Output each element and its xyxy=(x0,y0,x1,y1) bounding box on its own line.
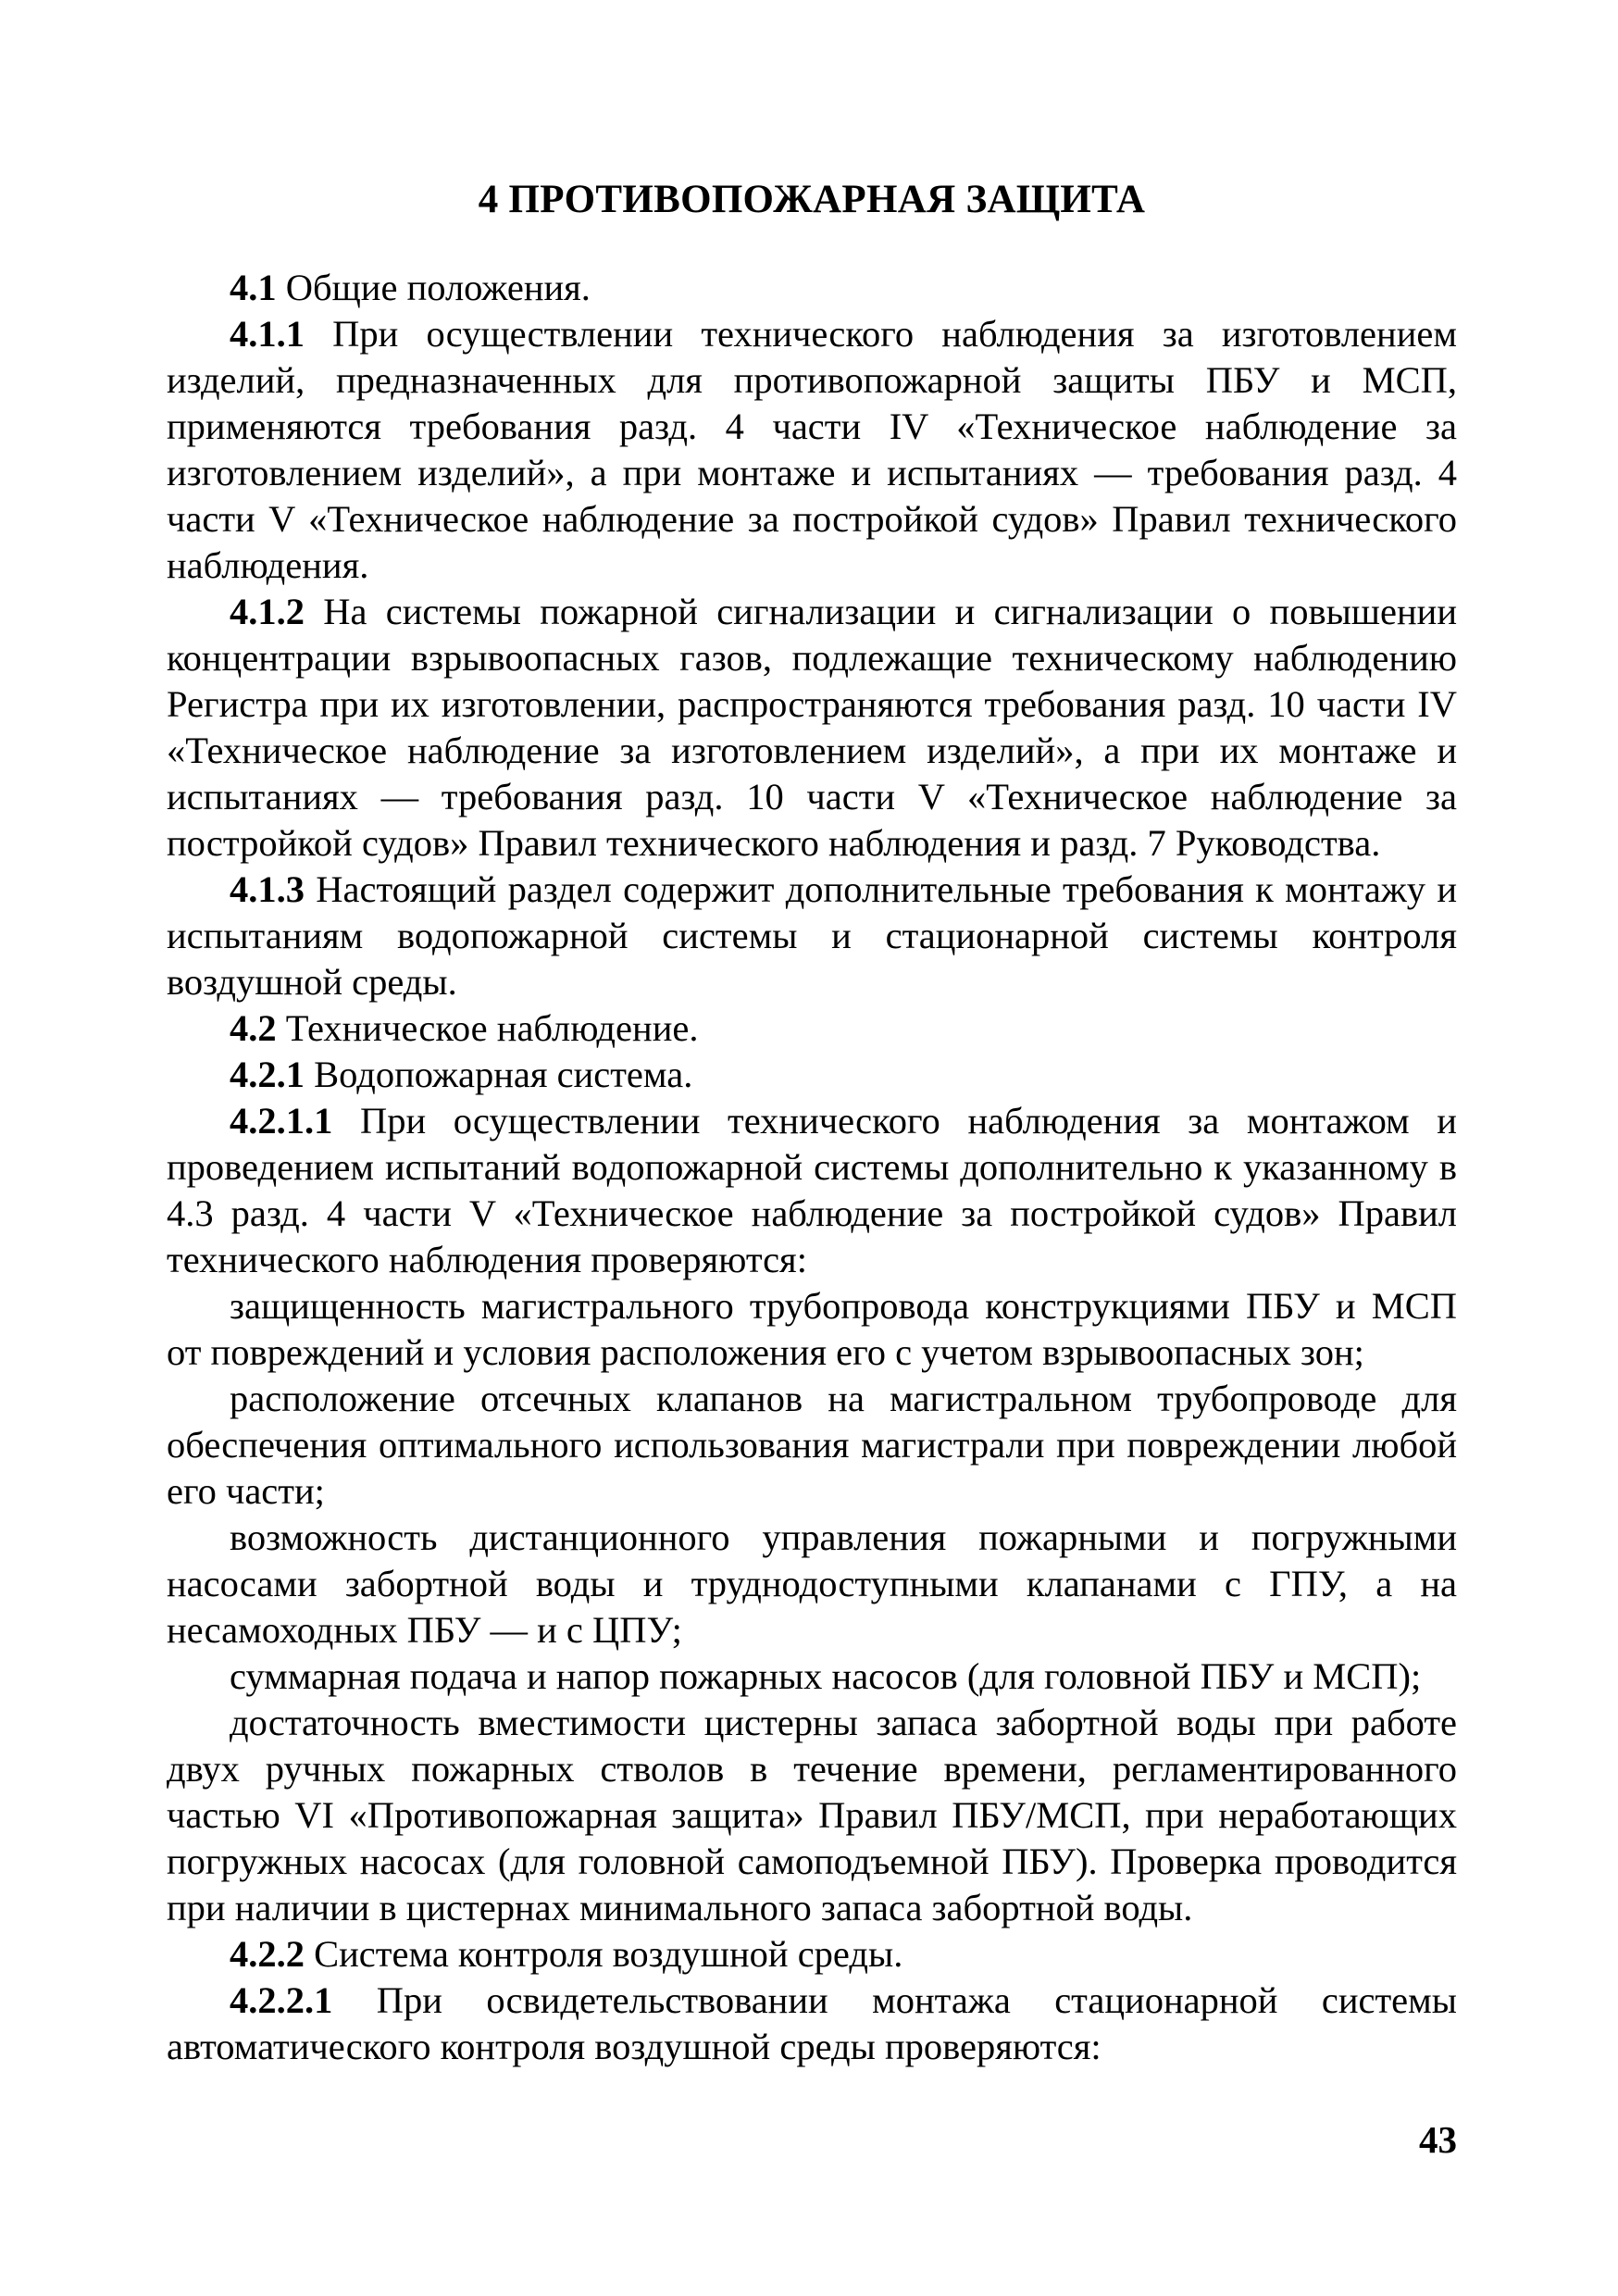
list-item-tank-capacity xyxy=(167,1700,1457,1931)
page-number: 43 xyxy=(1419,2118,1457,2161)
paragraph-text: При осуществлении технического наблюдения за изготовлением изделий, предназначенных для противопожарной защиты ПБУ и МСП, применяются требования разд. 4 части IV «Техническое наблюдение за изготовлением изделий», а при монтаже и испытаниях — требования разд. 4 части V «Техническое наблюдение за постройкой судов» Правил технического наблюдения. xyxy=(167,313,1457,586)
paragraph-4-2 xyxy=(167,1005,1457,1052)
paragraph-number: 4.2 xyxy=(230,1007,277,1049)
paragraph-text: суммарная подача и напор пожарных насосов (для головной ПБУ и МСП); xyxy=(230,1655,1422,1697)
list-item-pipeline-protection xyxy=(167,1283,1457,1376)
paragraph-text: защищенность магистрального трубопровода конструкциями ПБУ и МСП от повреждений и условия расположения его с учетом взрывоопасных зон; xyxy=(167,1285,1457,1373)
paragraph-text: возможность дистанционного управления пожарными и погружными насосами забортной воды и труднодоступными клапанами с ГПУ, а на несамоходных ПБУ — и с ЦПУ; xyxy=(167,1516,1457,1651)
paragraph-text: При освидетельствовании монтажа стационарной системы автоматического контроля воздушной среды проверяются: xyxy=(167,1979,1457,2067)
paragraph-text: На системы пожарной сигнализации и сигнализации о повышении концентрации взрывоопасных газов, подлежащие техническому наблюдению Регистра при их изготовлении, распространяются требования разд. 10 части IV «Техническое наблюдение за изготовлением изделий», а при их монтаже и испытаниях — требования разд. 10 части V «Техническое наблюдение за постройкой судов» Правил технического наблюдения и разд. 7 Руководства. xyxy=(167,591,1457,864)
section-title: 4 ПРОТИВОПОЖАРНАЯ ЗАЩИТА xyxy=(478,178,1146,221)
paragraph-text: расположение отсечных клапанов на магистральном трубопроводе для обеспечения оптимального использования магистрали при повреждении любой его части; xyxy=(167,1378,1457,1512)
list-item-shutoff-valves xyxy=(167,1376,1457,1515)
paragraph-text: Техническое наблюдение. xyxy=(276,1007,699,1049)
list-item-pump-capacity xyxy=(167,1653,1457,1700)
paragraph-text: Общие положения. xyxy=(276,267,591,308)
paragraph-4-2-1-1 xyxy=(167,1098,1457,1283)
paragraph-number: 4.1.1 xyxy=(230,313,305,355)
paragraph-4-2-2 xyxy=(167,1931,1457,1978)
paragraph-text: При осуществлении технического наблюдения за монтажом и проведением испытаний водопожарной системы дополнительно к указанному в 4.3 разд. 4 части V «Техническое наблюдение за постройкой судов» Правил технического наблюдения проверяются: xyxy=(167,1100,1457,1280)
list-item-remote-control xyxy=(167,1515,1457,1653)
paragraph-4-1-3 xyxy=(167,867,1457,1005)
paragraph-number: 4.1.3 xyxy=(230,868,305,910)
paragraph-text: Водопожарная система. xyxy=(305,1054,693,1095)
paragraph-number: 4.2.2 xyxy=(230,1933,305,1975)
paragraph-4-1-2 xyxy=(167,589,1457,867)
document-page xyxy=(167,176,1457,2070)
paragraph-number: 4.1.2 xyxy=(230,591,305,632)
paragraph-text: Настоящий раздел содержит дополнительные требования к монтажу и испытаниям водопожарной системы и стационарной системы контроля воздушной среды. xyxy=(167,868,1457,1003)
paragraph-4-2-1 xyxy=(167,1052,1457,1098)
paragraph-number: 4.2.1.1 xyxy=(230,1100,333,1142)
paragraph-text: достаточность вместимости цистерны запаса забортной воды при работе двух ручных пожарных стволов в течение времени, регламентированного частью VI «Противопожарная защита» Правил ПБУ/МСП, при неработающих погружных насосах (для головной самоподъемной ПБУ). Проверка проводится при наличии в цистернах минимального запаса забортной воды. xyxy=(167,1702,1457,1928)
paragraph-text: Система контроля воздушной среды. xyxy=(305,1933,903,1975)
paragraph-4-2-2-1 xyxy=(167,1978,1457,2070)
paragraph-number: 4.1 xyxy=(230,267,277,308)
paragraph-4-1-1 xyxy=(167,311,1457,589)
paragraph-4-1 xyxy=(167,265,1457,311)
paragraph-number: 4.2.2.1 xyxy=(230,1979,333,2021)
paragraph-number: 4.2.1 xyxy=(230,1054,305,1095)
